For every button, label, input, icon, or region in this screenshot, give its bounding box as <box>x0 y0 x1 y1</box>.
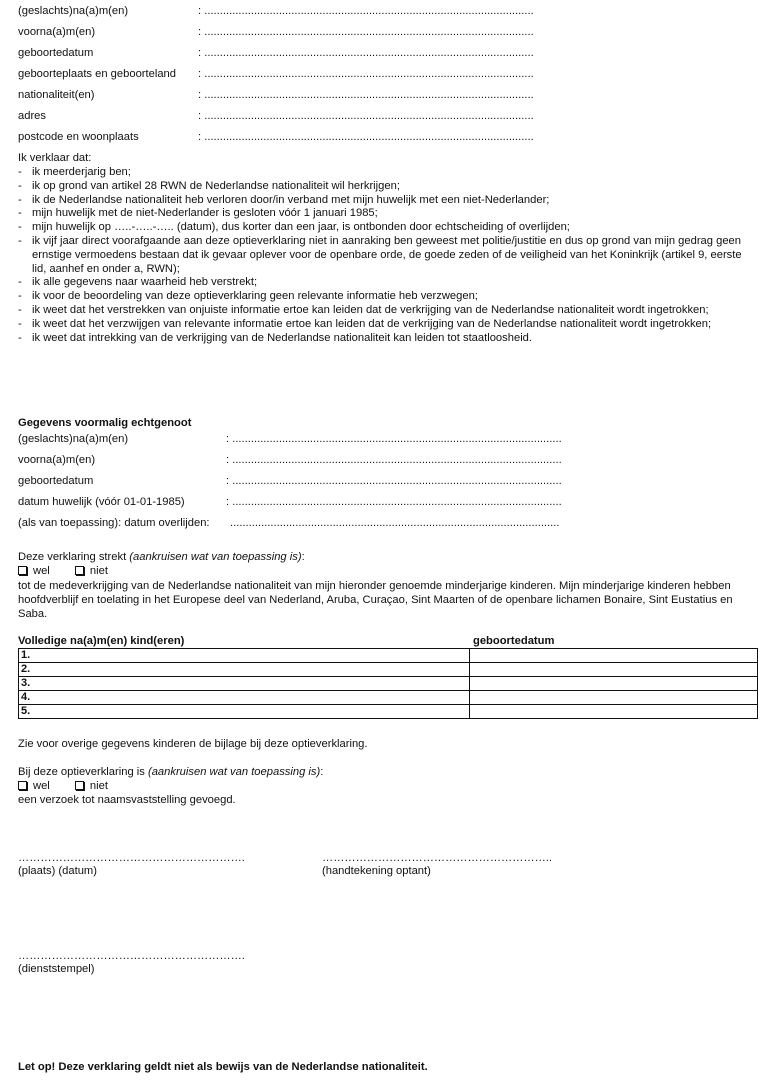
child-name-cell[interactable]: 2. <box>19 663 470 677</box>
declaration-item-text: ik weet dat het verzwijgen van relevante informatie ertoe kan leiden dat de verkrijging van de Nederlandse nationaliteit wordt ingetrokken; <box>32 317 712 330</box>
place-date-dots[interactable]: ……………………………………………………. <box>18 852 245 864</box>
declaration-item-text: ik alle gegevens naar waarheid heb verstrekt; <box>32 276 258 289</box>
declaration-list <box>18 166 758 345</box>
signature-dots[interactable]: …………………………………………………….. <box>322 852 552 864</box>
name-request-line <box>18 766 323 778</box>
extension-line-end: : <box>301 551 305 563</box>
children-table <box>18 648 758 719</box>
extension-text: tot de medeverkrijging van de Nederlandse nationaliteit van mijn hieronder genoemde minderjarige kinderen. Mijn minderjarige kinderen hebben hoofdverblijf en toelating in het Europese deel van Nederland, Aruba, Curaçao, Sint Maarten of de openbare lichamen Bonaire, Sint Eustatius en Saba. <box>18 580 733 620</box>
declaration-item <box>18 207 758 221</box>
personal-field-label: nationaliteit(en) <box>18 89 95 101</box>
personal-field-input[interactable]: : .......................................................................................................... <box>198 89 534 101</box>
child-birthdate-cell[interactable] <box>470 705 758 719</box>
personal-field-label: geboortedatum <box>18 47 94 59</box>
personal-field-label: postcode en woonplaats <box>18 131 139 143</box>
declaration-item-text: ik de Nederlandse nationaliteit heb verloren door/in verband met mijn huwelijk met een niet-Nederlander; <box>32 193 550 206</box>
declaration-item <box>18 276 758 290</box>
extension-options <box>18 565 108 577</box>
name-request-option-yes[interactable] <box>18 780 50 792</box>
declaration-item <box>18 332 758 346</box>
child-name-cell[interactable]: 1. <box>19 649 470 663</box>
name-request-text: een verzoek tot naamsvaststelling gevoegd. <box>18 794 236 806</box>
option-no-label: niet <box>89 780 108 792</box>
declaration-item-text: ik weet dat het verstrekken van onjuiste informatie ertoe kan leiden dat de verkrijging van de Nederlandse nationaliteit wordt ingetrokken; <box>32 303 709 316</box>
child-name-cell[interactable]: 5. <box>19 705 470 719</box>
personal-field-input[interactable]: : .......................................................................................................... <box>198 110 534 122</box>
table-row <box>19 649 758 663</box>
child-birthdate-cell[interactable] <box>470 663 758 677</box>
table-row <box>19 663 758 677</box>
checkbox-icon[interactable] <box>75 566 84 575</box>
bullet-dash: - <box>18 290 22 303</box>
declaration-intro: Ik verklaar dat: <box>18 152 92 164</box>
name-request-options <box>18 780 108 792</box>
children-col2-header: geboortedatum <box>473 635 555 647</box>
personal-field-input[interactable]: : .......................................................................................................... <box>198 5 534 17</box>
personal-field-label: geboorteplaats en geboorteland <box>18 68 176 80</box>
bullet-dash: - <box>18 234 22 247</box>
personal-field-label: (geslachts)na(a)m(en) <box>18 5 129 17</box>
child-name-cell[interactable]: 4. <box>19 691 470 705</box>
spouse-field-input[interactable]: : .......................................................................................................... <box>226 475 562 487</box>
spouse-field-input[interactable]: : .......................................................................................................... <box>226 454 562 466</box>
declaration-item <box>18 235 758 276</box>
name-request-line-hint: (aankruisen wat van toepassing is) <box>147 766 321 778</box>
bullet-dash: - <box>18 193 22 206</box>
spouse-field-label: datum huwelijk (vóór 01-01-1985) <box>18 496 185 508</box>
bullet-dash: - <box>18 166 22 178</box>
extension-option-no[interactable] <box>75 565 108 577</box>
children-col1-header: Volledige na(a)m(en) kind(eren) <box>18 635 185 647</box>
spouse-field-input[interactable]: : .......................................................................................................... <box>226 496 562 508</box>
bullet-dash: - <box>18 331 22 344</box>
spouse-field-input[interactable]: : .......................................................................................................... <box>226 433 562 445</box>
appendix-note: Zie voor overige gegevens kinderen de bijlage bij deze optieverklaring. <box>18 738 368 750</box>
declaration-item <box>18 318 758 332</box>
declaration-item <box>18 166 758 180</box>
spouse-field-label: voorna(a)m(en) <box>18 454 96 466</box>
option-yes-label: wel <box>33 565 50 577</box>
personal-field-input[interactable]: : .......................................................................................................... <box>198 131 534 143</box>
declaration-item-text: mijn huwelijk met de niet-Nederlander is gesloten vóór 1 januari 1985; <box>32 207 378 220</box>
extension-line-text: Deze verklaring strekt <box>18 551 130 563</box>
extension-line <box>18 551 305 563</box>
declaration-item-text: ik op grond van artikel 28 RWN de Nederlandse nationaliteit wil herkrijgen; <box>32 179 400 192</box>
child-birthdate-cell[interactable] <box>470 691 758 705</box>
stamp-label: (dienststempel) <box>18 963 95 975</box>
checkbox-icon[interactable] <box>75 781 84 790</box>
extension-option-yes[interactable] <box>18 565 50 577</box>
bullet-dash: - <box>18 303 22 316</box>
declaration-item <box>18 290 758 304</box>
child-name-cell[interactable]: 3. <box>19 677 470 691</box>
checkbox-icon[interactable] <box>18 566 27 575</box>
table-row <box>19 705 758 719</box>
declaration-item-text: ik weet dat intrekking van de verkrijging van de Nederlandse nationaliteit kan leiden tot staatloosheid. <box>32 331 533 344</box>
declaration-item <box>18 221 758 235</box>
personal-field-input[interactable]: : .......................................................................................................... <box>198 68 534 80</box>
personal-field-label: adres <box>18 110 46 122</box>
spouse-field-input[interactable]: .......................................................................................................... <box>230 517 560 529</box>
footer-warning: Let op! Deze verklaring geldt niet als bewijs van de Nederlandse nationaliteit. <box>18 1061 428 1073</box>
personal-field-label: voorna(a)m(en) <box>18 26 96 38</box>
declaration-item <box>18 304 758 318</box>
bullet-dash: - <box>18 317 22 330</box>
declaration-item-text: mijn huwelijk op …..-…..-….. (datum), dus korter dan een jaar, is ontbonden door echtscheiding of overlijden; <box>32 221 570 234</box>
option-yes-label: wel <box>33 780 50 792</box>
bullet-dash: - <box>18 221 22 234</box>
personal-field-input[interactable]: : .......................................................................................................... <box>198 26 534 38</box>
declaration-item-text: ik vijf jaar direct voorafgaande aan deze optieverklaring niet in aanraking ben geweest met politie/justitie en dus op grond van mijn gedrag geen ernstige vermoedens bestaan dat ik gevaar oplever voor de openbare orde, de goede zeden of de veiligheid van het Koninkrijk (artikel 9, eerste lid, aanhef en onder a, RWN); <box>32 234 742 275</box>
bullet-dash: - <box>18 276 22 289</box>
declaration-item-text: ik voor de beoordeling van deze optieverklaring geen relevante informatie heb verzwegen; <box>32 290 478 303</box>
child-birthdate-cell[interactable] <box>470 677 758 691</box>
declaration-item-text: ik meerderjarig ben; <box>32 166 131 178</box>
place-date-label: (plaats) (datum) <box>18 865 97 877</box>
option-no-label: niet <box>89 565 108 577</box>
extension-line-hint: (aankruisen wat van toepassing is) <box>129 551 302 563</box>
personal-field-input[interactable]: : .......................................................................................................... <box>198 47 534 59</box>
name-request-line-end: : <box>320 766 324 778</box>
signature-label: (handtekening optant) <box>322 865 431 877</box>
spouse-heading: Gegevens voormalig echtgenoot <box>18 417 192 429</box>
checkbox-icon[interactable] <box>18 781 27 790</box>
stamp-dots: ……………………………………………………. <box>18 950 245 962</box>
spouse-field-label: (geslachts)na(a)m(en) <box>18 433 129 445</box>
name-request-line-text: Bij deze optieverklaring is <box>18 766 148 778</box>
table-row <box>19 691 758 705</box>
declaration-item <box>18 180 758 194</box>
bullet-dash: - <box>18 179 22 192</box>
spouse-field-label: (als van toepassing): datum overlijden: <box>18 517 210 529</box>
child-birthdate-cell[interactable] <box>470 649 758 663</box>
spouse-field-label: geboortedatum <box>18 475 94 487</box>
declaration-item <box>18 194 758 208</box>
bullet-dash: - <box>18 207 22 220</box>
table-row <box>19 677 758 691</box>
name-request-option-no[interactable] <box>75 780 108 792</box>
